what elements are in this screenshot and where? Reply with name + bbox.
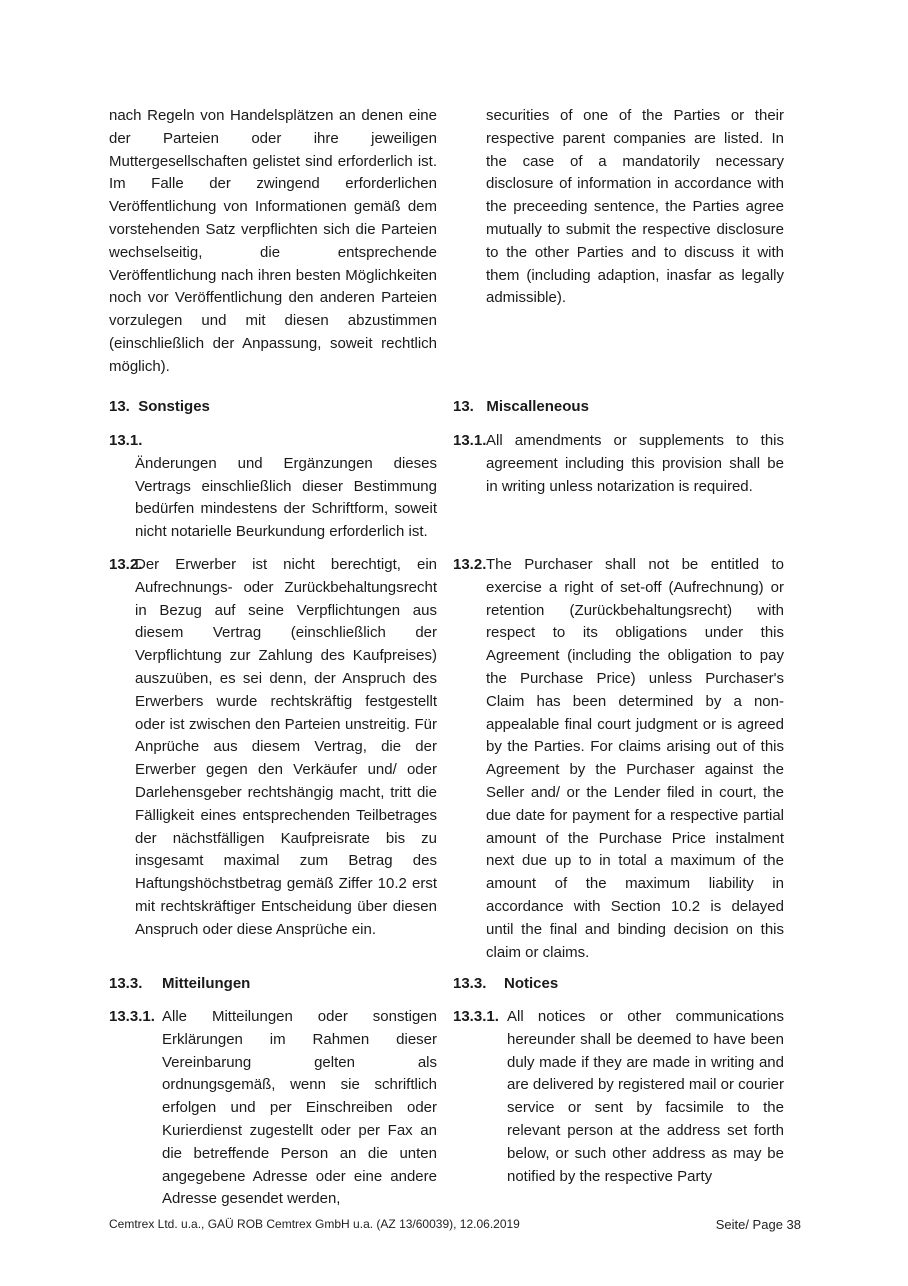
section-title: Sonstiges [138,398,210,415]
clause-body: Alle Mitteilungen oder sonstigen Erklärungen im Rahmen dieser Vereinbarung gelten als ordnungsgemäß, wenn sie schriftlich erfolgen und per Einschreiben oder Kurierdienst zugestellt oder per Fax an die betreffende Person an die unten angegebene Adresse oder eine andere Adresse gesendet werden, [162,1008,437,1208]
clause-text [486,554,784,964]
clause-text [486,430,784,498]
clause-text [162,1006,437,1211]
clause-number: 13.1. [109,432,143,449]
footer-reference: Cemtrex Ltd. u.a., GAÜ ROB Cemtrex GmbH u.a. (AZ 13/60039), 12.06.2019 [109,1217,520,1231]
top-paragraph-de: nach Regeln von Handelsplätzen an denen eine der Parteien oder ihre jeweiligen Muttergesellschaften gelistet sind erforderlich ist. Im Falle der zwingend erforderlichen Veröffentlichung von Informationen gemäß dem vorstehenden Satz verpflichten sich die Parteien wechselseitig, die entsprechende Veröffentlichung nach ihren besten Möglichkeiten noch vor Veröffentlichung den anderen Parteien vorzulegen und mit diesen abzustimmen (einschließlich der Anpassung, soweit rechtlich möglich). [109,107,437,375]
clause-13-2-de [109,554,437,942]
clause-body: All notices or other communications hereunder shall be deemed to have been duly made if they are made in writing and are delivered by registered mail or courier service or sent by facsimile to the relevant person at the address set forth below, or such other address as may be notified by the respective Party [507,1008,784,1185]
section-number: 13. [109,398,130,415]
section-number: 13. [453,398,474,415]
clause-body: Der Erwerber ist nicht berechtigt, ein Aufrechnungs- oder Zurückbehaltungsrecht in Bezug auf seine Verpflichtungen aus diesem Vertrag (einschließlich der Verpflichtung zur Zahlung des Kaufpreises) auszuüben, es sei denn, der Anspruch des Erwerbers wurde rechtskräftig festgestellt oder ist zwischen den Parteien unstreitig. Für Anprüche aus diesem Vertrag, die der Erwerber gegen den Verkäufer und/ oder Darlehensgeber rechtshängig macht, tritt die Fälligkeit eines entsprechenden Teilbetrages der nächstfälligen Kaufpreisrate bis zu insgesamt maximal zum Betrag des Haftungshöchstbetrag gemäß Ziffer 10.2 erst mit rechtskräftiger Entscheidung über diesen Anspruch oder diese Ansprüche ein. [135,556,437,938]
clause-text [507,1006,784,1188]
clause-13-1-en [453,430,784,498]
section-number: 13.3. [453,975,487,992]
clause-number: 13.2. [453,556,487,573]
section-13-3-heading-de [109,975,251,992]
section-13-heading-de [109,398,210,415]
clause-13-3-1-de [109,1006,437,1211]
clause-text [135,430,437,544]
clause-body: The Purchaser shall not be entitled to exercise a right of set-off (Aufrechnung) or retention (Zurückbehaltungsrecht) with respect to its obligations under this Agreement (including the obligation to pay the Purchase Price) unless Purchaser's Claim has been determined by a non-appealable final court judgment or is agreed by the Parties. For claims arising out of this Agreement by the Purchaser against the Seller and/ or the Lender filed in court, the due date for payment for a respective partial amount of the Purchase Price instalment next due up to in total a maximum of the amount of the maximum liability in accordance with Section 10.2 is delayed until the final and binding decision on this claim or claims. [486,556,784,961]
clause-number: 13.3.1. [453,1008,499,1025]
clause-number: 13.1. [453,432,487,449]
clause-number: 13.3.1. [109,1008,155,1025]
clause-number: 13.2. [109,556,143,573]
section-13-heading-en [453,398,589,415]
section-title: Miscalleneous [486,398,589,415]
section-13-3-heading-en [453,975,559,992]
section-number: 13.3. [109,975,143,992]
top-paragraph-en: securities of one of the Parties or their respective parent companies are listed. In the case of a mandatorily necessary disclosure of information in accordance with the preceeding sentence, the Parties agree mutually to submit the respective disclosure to the other Parties and to discuss it with them (including adaption, inasfar as legally admissible). [486,107,784,307]
clause-13-1-de [109,430,437,544]
section-title: Notices [504,975,559,992]
clause-text [135,554,437,942]
clause-body: Änderungen und Ergänzungen dieses Vertrags einschließlich dieser Bestimmung bedürfen mindestens der Schriftform, soweit nicht notarielle Beurkundung erforderlich ist. [135,454,437,541]
section-title: Mitteilungen [162,975,251,992]
clause-13-2-en [453,554,784,964]
clause-13-3-1-en [453,1006,784,1188]
clause-body: All amendments or supplements to this agreement including this provision shall be in writing unless notarization is required. [486,432,784,495]
page-number: Seite/ Page 38 [715,1217,801,1232]
